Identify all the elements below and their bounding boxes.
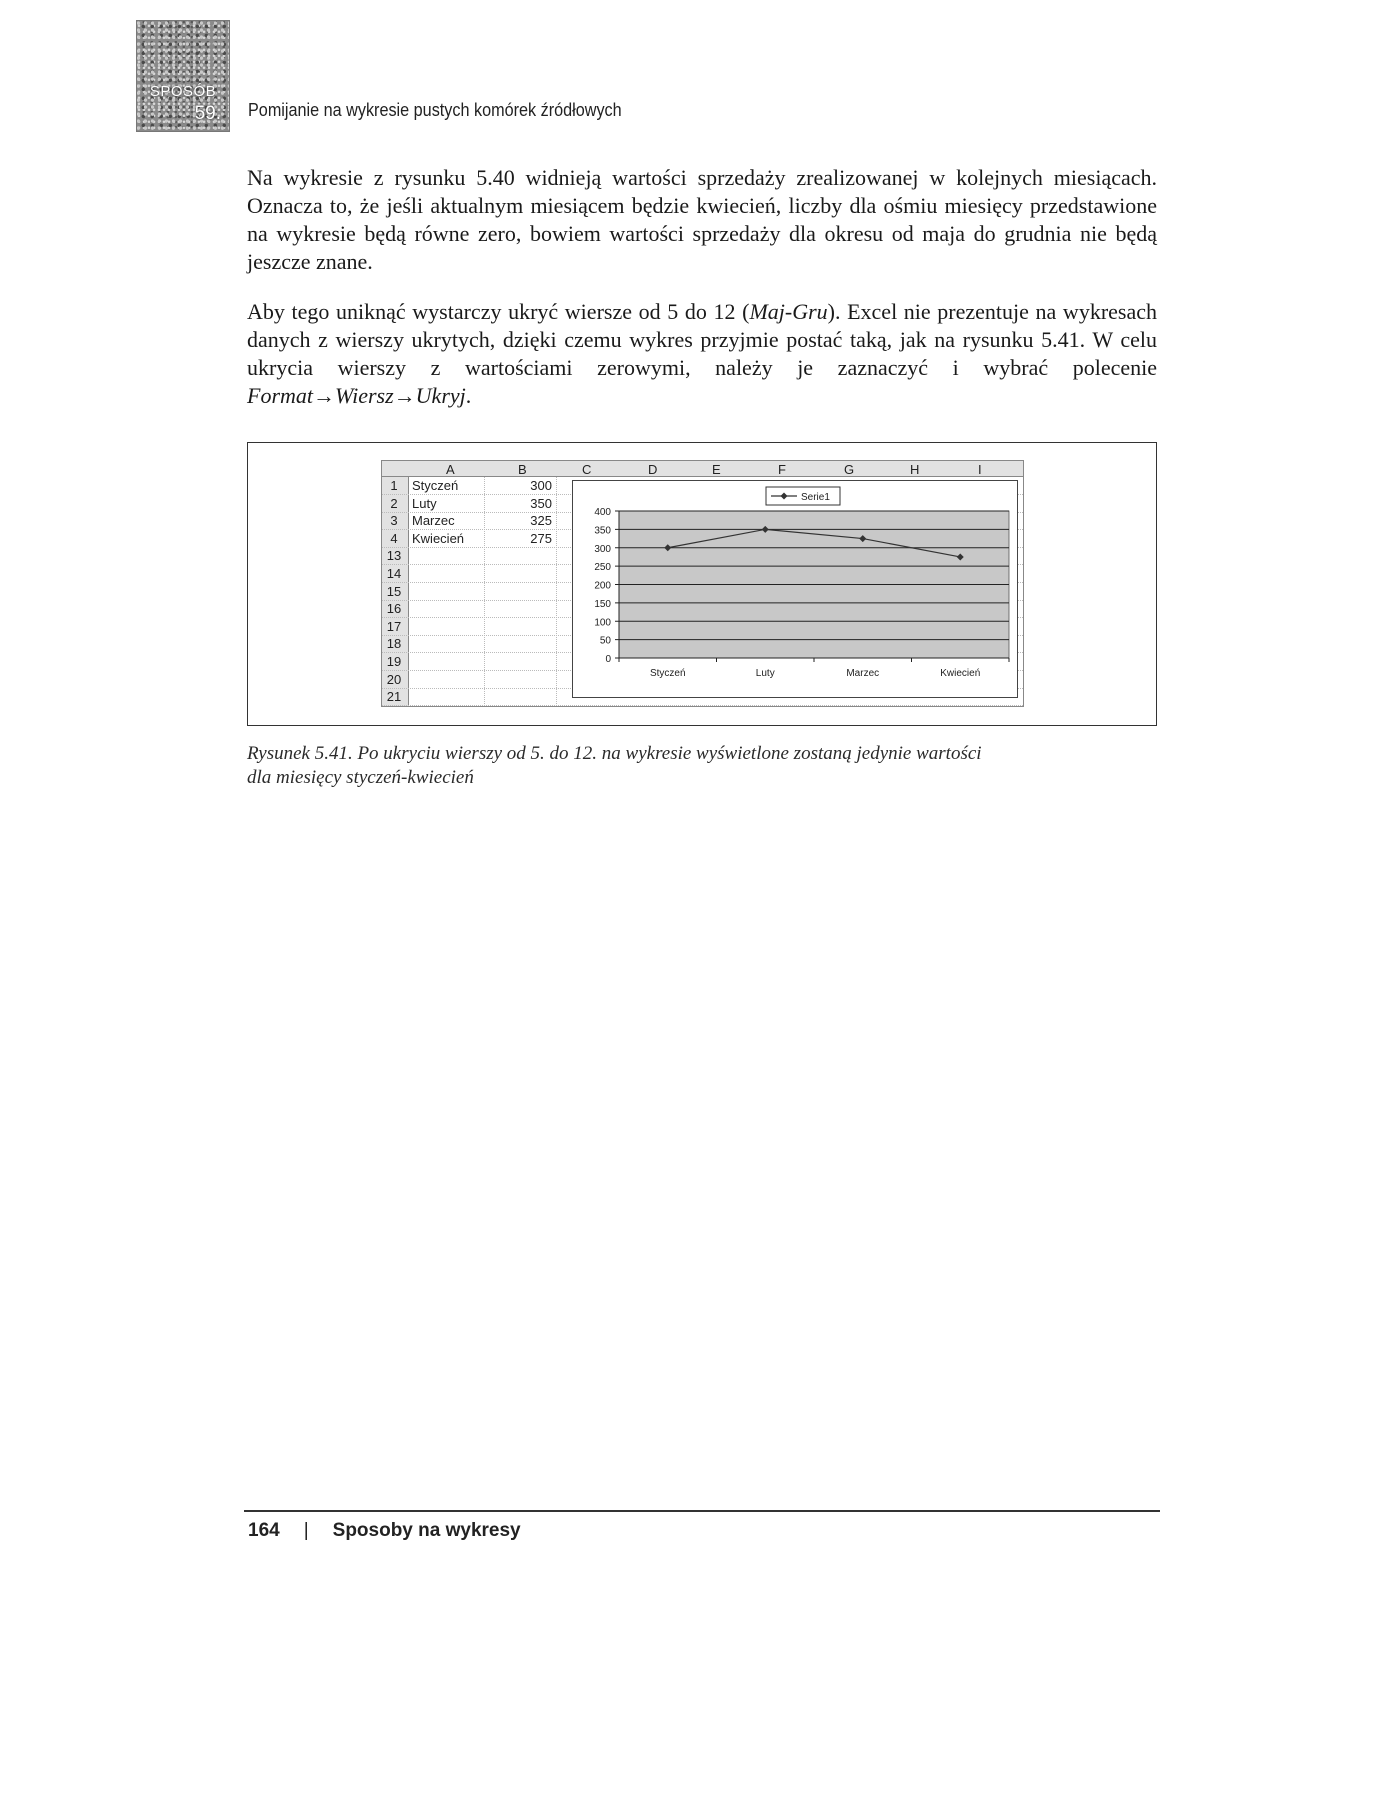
page-number: 164 — [248, 1520, 280, 1541]
cell-b[interactable]: 350 — [530, 495, 552, 511]
column-header-h[interactable]: H — [910, 462, 920, 477]
column-header-a[interactable]: A — [446, 462, 455, 477]
column-header-g[interactable]: G — [844, 462, 855, 477]
y-tick-label: 400 — [594, 507, 611, 518]
row-number[interactable]: 13 — [386, 548, 402, 564]
x-tick-label: Marzec — [846, 668, 880, 679]
paragraph-1-text: Na wykresie z rysunku 5.40 widnieją wartości sprzedaży zrealizowanej w kolejnych miesiącach. Oznacza to, że jeśli aktualnym miesiącem będzie kwiecień, liczby dla ośmiu miesięcy przedstawione na wykresie będą równe zero, bowiem wartości sprzedaży dla okresu od maja do grudnia nie będą jeszcze znane. — [247, 165, 1157, 274]
chart-object[interactable] — [572, 480, 1018, 698]
y-tick-label: 150 — [594, 598, 611, 610]
paragraph-2 — [247, 298, 1157, 410]
figure-frame — [247, 442, 1157, 726]
column-header-i[interactable]: I — [978, 462, 982, 477]
row-number[interactable]: 16 — [386, 601, 402, 617]
row-number[interactable]: 20 — [386, 671, 402, 687]
column-header-f[interactable]: F — [778, 462, 786, 477]
section-badge — [136, 20, 230, 132]
page-footer — [248, 1520, 521, 1542]
cell-a[interactable]: Kwiecień — [412, 530, 465, 546]
y-tick-label: 0 — [605, 654, 611, 665]
row-number[interactable]: 4 — [390, 530, 398, 546]
running-head: Pomijanie na wykresie pustych komórek źródłowych — [248, 100, 622, 120]
x-tick-label: Kwiecień — [940, 668, 981, 679]
y-tick-label: 300 — [594, 543, 611, 555]
caption-line-2: dla miesięcy styczeń-kwiecień — [247, 767, 474, 788]
y-tick-label: 250 — [594, 562, 611, 574]
x-tick-label: Styczeń — [649, 668, 686, 679]
caption-line-1: Rysunek 5.41. Po ukryciu wierszy od 5. do 12. na wykresie wyświetlone zostaną jedynie wartości — [247, 743, 982, 764]
footer-separator: | — [303, 1520, 309, 1541]
row-number[interactable]: 19 — [386, 654, 402, 669]
spreadsheet — [381, 460, 1024, 707]
y-tick-label: 200 — [594, 580, 611, 592]
row-number[interactable]: 17 — [386, 618, 402, 634]
x-tick-label: Luty — [755, 668, 775, 679]
paragraph-2-em2: Format→Wiersz→Ukryj — [247, 383, 466, 408]
cell-a[interactable]: Styczeń — [412, 478, 459, 493]
y-tick-label: 350 — [594, 525, 611, 537]
badge-number: 59. — [194, 103, 221, 124]
badge-label: SPOSÓB — [149, 83, 217, 100]
line-chart — [573, 481, 1017, 697]
column-header-c[interactable]: C — [582, 462, 592, 477]
column-header-e[interactable]: E — [712, 462, 721, 477]
column-header-d[interactable]: D — [648, 462, 658, 477]
row-number[interactable]: 15 — [386, 583, 402, 599]
paragraph-1 — [247, 164, 1157, 276]
cell-b[interactable]: 325 — [530, 513, 552, 529]
cell-b[interactable]: 275 — [530, 530, 552, 546]
cell-b[interactable]: 300 — [530, 478, 552, 493]
book-title: Sposoby na wykresy — [332, 1520, 521, 1541]
paragraph-2-em1: Maj-Gru — [749, 299, 828, 324]
cell-a[interactable]: Marzec — [412, 513, 455, 529]
row-number[interactable]: 3 — [390, 513, 398, 529]
row-number[interactable]: 21 — [386, 689, 402, 705]
column-headers — [382, 461, 1023, 477]
figure-caption — [247, 742, 1127, 790]
row-number[interactable]: 18 — [386, 636, 402, 652]
y-tick-label: 100 — [594, 617, 611, 629]
paragraph-2-part1: Aby tego uniknąć wystarczy ukryć wiersze od 5 do 12 ( — [247, 299, 750, 324]
row-number[interactable]: 14 — [386, 566, 402, 581]
row-number[interactable]: 1 — [390, 478, 398, 493]
row-number[interactable]: 2 — [390, 495, 398, 511]
cell-a[interactable]: Luty — [412, 495, 437, 511]
paragraph-2-part3: . — [465, 383, 472, 408]
paragraph-2-part2: ). Excel nie prezentuje na wykresach danych z wierszy ukrytych, dzięki czemu wykres przyjmie postać taką, jak na rysunku 5.41. W celu ukrycia wierszy z wartościami zerowymi, należy je zaznaczyć i wybrać polecenie — [247, 299, 1158, 380]
legend-label: Serie1 — [801, 492, 830, 503]
column-header-b[interactable]: B — [518, 462, 527, 477]
y-tick-label: 50 — [599, 635, 611, 647]
footer-rule — [244, 1510, 1160, 1512]
